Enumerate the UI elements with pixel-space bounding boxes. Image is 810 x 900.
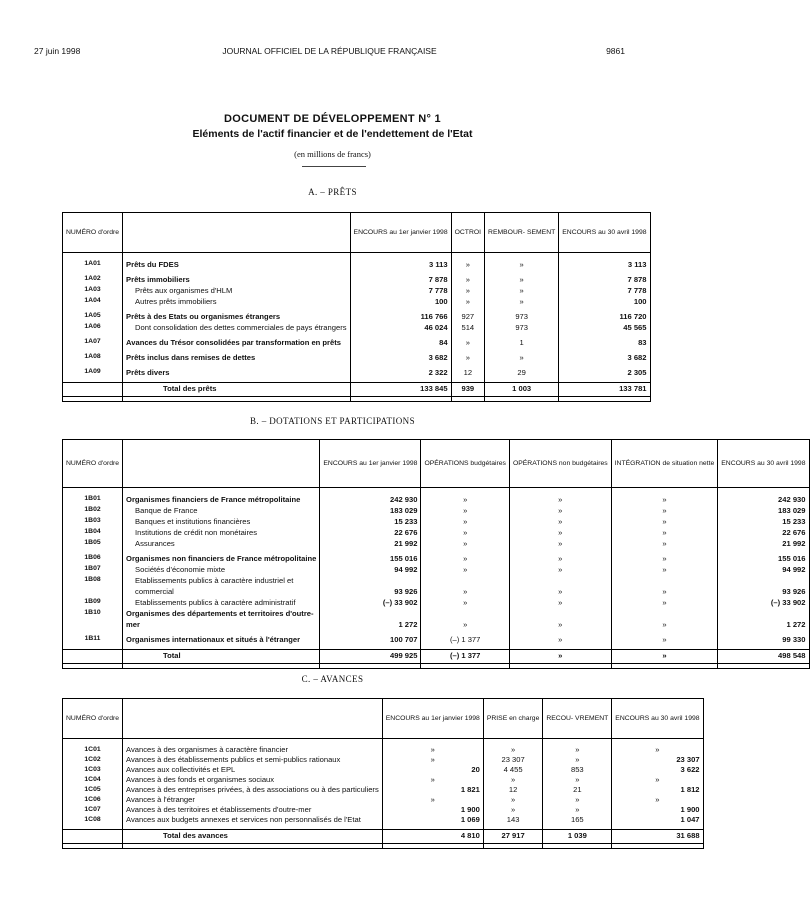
row-number: 1C04 bbox=[63, 775, 123, 785]
column-header bbox=[123, 440, 320, 488]
cell-value bbox=[509, 608, 611, 619]
row-label: mer bbox=[123, 619, 320, 630]
row-label: Avances du Trésor consolidées par transformation en prêts bbox=[123, 337, 350, 348]
header-page-number: 9861 bbox=[606, 46, 625, 56]
cell-value: » bbox=[485, 274, 559, 285]
cell-value: » bbox=[485, 352, 559, 363]
cell-value: » bbox=[421, 564, 509, 575]
cell-value: » bbox=[611, 634, 718, 645]
total-value: » bbox=[611, 649, 718, 663]
row-label: Autres prêts immobiliers bbox=[123, 296, 350, 307]
cell-value: 155 016 bbox=[320, 553, 421, 564]
cell-value: » bbox=[611, 564, 718, 575]
cell-value: » bbox=[612, 745, 703, 755]
row-number: 1B04 bbox=[63, 527, 123, 538]
row-label: Assurances bbox=[123, 538, 320, 549]
row-label: Organismes non financiers de France métropolitaine bbox=[123, 553, 320, 564]
cell-value: » bbox=[611, 553, 718, 564]
cell-value: 7 778 bbox=[559, 285, 650, 296]
cell-value: » bbox=[421, 586, 509, 597]
cell-value: 1 bbox=[485, 337, 559, 348]
row-label: Prêts immobiliers bbox=[123, 274, 350, 285]
cell-value bbox=[421, 608, 509, 619]
cell-value: 15 233 bbox=[320, 516, 421, 527]
cell-value: » bbox=[382, 795, 483, 805]
dotations-table bbox=[62, 439, 810, 669]
cell-value: » bbox=[451, 285, 484, 296]
cell-value: » bbox=[611, 586, 718, 597]
table-row bbox=[63, 527, 810, 538]
row-label: Avances à des organismes à caractère financier bbox=[123, 745, 383, 755]
cell-value: 183 029 bbox=[320, 505, 421, 516]
cell-value: » bbox=[382, 775, 483, 785]
table-row bbox=[63, 352, 651, 363]
cell-value: » bbox=[421, 516, 509, 527]
cell-value: 23 307 bbox=[612, 755, 703, 765]
total-value: 1 039 bbox=[543, 829, 612, 843]
avances-table bbox=[62, 698, 704, 849]
row-number: 1A02 bbox=[63, 274, 123, 285]
total-value: » bbox=[509, 649, 611, 663]
cell-value: 46 024 bbox=[350, 322, 451, 333]
row-number: 1B02 bbox=[63, 505, 123, 516]
cell-value: 1 047 bbox=[612, 815, 703, 825]
cell-value bbox=[509, 575, 611, 586]
cell-value bbox=[718, 608, 809, 619]
cell-value: 21 bbox=[543, 785, 612, 795]
cell-value: 2 305 bbox=[559, 367, 650, 378]
column-header: REMBOUR- SEMENT bbox=[485, 213, 559, 253]
table-row bbox=[63, 538, 810, 549]
total-value: 133 845 bbox=[350, 382, 451, 396]
cell-value: 927 bbox=[451, 311, 484, 322]
total-row bbox=[63, 649, 810, 663]
column-header: INTÉGRATION de situation nette bbox=[611, 440, 718, 488]
cell-value: 23 307 bbox=[483, 755, 543, 765]
cell-value: 1 900 bbox=[612, 805, 703, 815]
cell-value: 1 900 bbox=[382, 805, 483, 815]
row-label: Avances à des territoires et établissements d'outre-mer bbox=[123, 805, 383, 815]
end-row bbox=[63, 843, 704, 848]
column-header bbox=[123, 213, 350, 253]
table-row bbox=[63, 516, 810, 527]
column-header: NUMÉRO d'ordre bbox=[63, 699, 123, 739]
cell-value: » bbox=[483, 745, 543, 755]
table-row bbox=[63, 795, 704, 805]
cell-value: 1 821 bbox=[382, 785, 483, 795]
cell-value: » bbox=[485, 259, 559, 270]
total-value: 498 548 bbox=[718, 649, 809, 663]
table-row bbox=[63, 575, 810, 586]
column-header bbox=[123, 699, 383, 739]
row-number: 1A01 bbox=[63, 259, 123, 270]
row-number: 1C08 bbox=[63, 815, 123, 825]
row-label: Avances à des entreprises privées, à des associations ou à des particuliers bbox=[123, 785, 383, 795]
cell-value: 22 676 bbox=[320, 527, 421, 538]
cell-value: » bbox=[543, 795, 612, 805]
document-title: DOCUMENT DE DÉVELOPPEMENT N° 1 bbox=[224, 113, 441, 125]
cell-value: » bbox=[611, 619, 718, 630]
cell-value: 853 bbox=[543, 765, 612, 775]
cell-value: » bbox=[509, 564, 611, 575]
cell-value: » bbox=[421, 494, 509, 505]
column-header: RECOU- VREMENT bbox=[543, 699, 612, 739]
section-c-title: C. – AVANCES bbox=[301, 674, 364, 684]
cell-value: » bbox=[421, 505, 509, 516]
row-number: 1A05 bbox=[63, 311, 123, 322]
end-row bbox=[63, 396, 651, 401]
row-number: 1B05 bbox=[63, 538, 123, 549]
cell-value: (–) 1 377 bbox=[421, 634, 509, 645]
cell-value: 242 930 bbox=[718, 494, 809, 505]
table-row bbox=[63, 815, 704, 825]
cell-value bbox=[421, 575, 509, 586]
cell-value: » bbox=[421, 619, 509, 630]
total-value: 4 810 bbox=[382, 829, 483, 843]
row-label: Prêts à des Etats ou organismes étrangers bbox=[123, 311, 350, 322]
total-row bbox=[63, 382, 651, 396]
cell-value: 3 113 bbox=[559, 259, 650, 270]
cell-value: 116 766 bbox=[350, 311, 451, 322]
cell-value: 1 812 bbox=[612, 785, 703, 795]
cell-value: 116 720 bbox=[559, 311, 650, 322]
cell-value: » bbox=[611, 538, 718, 549]
row-number: 1C06 bbox=[63, 795, 123, 805]
cell-value: » bbox=[485, 285, 559, 296]
row-label: Banque de France bbox=[123, 505, 320, 516]
total-label: Total bbox=[123, 649, 320, 663]
cell-value: 155 016 bbox=[718, 553, 809, 564]
row-label: Prêts aux organismes d'HLM bbox=[123, 285, 350, 296]
table-row bbox=[63, 619, 810, 630]
row-number: 1C02 bbox=[63, 755, 123, 765]
cell-value: » bbox=[421, 553, 509, 564]
row-number: 1B06 bbox=[63, 553, 123, 564]
row-label: Dont consolidation des dettes commerciales de pays étrangers bbox=[123, 322, 350, 333]
cell-value: » bbox=[612, 795, 703, 805]
cell-value: » bbox=[509, 516, 611, 527]
row-number: 1C01 bbox=[63, 745, 123, 755]
total-number-cell bbox=[63, 382, 123, 396]
cell-value: 4 455 bbox=[483, 765, 543, 775]
table-header-row bbox=[63, 213, 651, 253]
row-number: 1C05 bbox=[63, 785, 123, 795]
column-header: OPÉRATIONS budgétaires bbox=[421, 440, 509, 488]
title-divider bbox=[302, 166, 366, 167]
table-row bbox=[63, 285, 651, 296]
cell-value: » bbox=[483, 775, 543, 785]
cell-value: 3 682 bbox=[350, 352, 451, 363]
table-header-row bbox=[63, 699, 704, 739]
cell-value: » bbox=[451, 352, 484, 363]
cell-value: » bbox=[509, 619, 611, 630]
cell-value: 100 bbox=[350, 296, 451, 307]
total-value: 939 bbox=[451, 382, 484, 396]
column-header: OPÉRATIONS non budgétaires bbox=[509, 440, 611, 488]
row-number: 1B01 bbox=[63, 494, 123, 505]
table-row bbox=[63, 505, 810, 516]
cell-value: 2 322 bbox=[350, 367, 451, 378]
row-number: 1B10 bbox=[63, 608, 123, 619]
row-label: commercial bbox=[123, 586, 320, 597]
cell-value: » bbox=[382, 745, 483, 755]
cell-value: » bbox=[543, 775, 612, 785]
cell-value: 514 bbox=[451, 322, 484, 333]
cell-value: » bbox=[509, 597, 611, 608]
row-label: Avances aux collectivités et EPL bbox=[123, 765, 383, 775]
cell-value: » bbox=[611, 516, 718, 527]
cell-value: » bbox=[451, 296, 484, 307]
row-label: Organismes financiers de France métropolitaine bbox=[123, 494, 320, 505]
cell-value: » bbox=[382, 755, 483, 765]
cell-value: 45 565 bbox=[559, 322, 650, 333]
row-label: Etablissements publics à caractère industriel et bbox=[123, 575, 320, 586]
row-label: Avances à des établissements publics et semi-publics rationaux bbox=[123, 755, 383, 765]
table-row bbox=[63, 785, 704, 795]
cell-value: 12 bbox=[451, 367, 484, 378]
table-row bbox=[63, 259, 651, 270]
end-row bbox=[63, 663, 810, 668]
cell-value: 21 992 bbox=[718, 538, 809, 549]
row-number bbox=[63, 619, 123, 630]
cell-value: » bbox=[421, 527, 509, 538]
column-header: ENCOURS au 30 avril 1998 bbox=[718, 440, 809, 488]
row-label: Institutions de crédit non monétaires bbox=[123, 527, 320, 538]
cell-value: » bbox=[509, 527, 611, 538]
cell-value bbox=[718, 575, 809, 586]
cell-value: » bbox=[509, 494, 611, 505]
cell-value: 7 778 bbox=[350, 285, 451, 296]
row-label: Banques et institutions financières bbox=[123, 516, 320, 527]
total-label: Total des avances bbox=[123, 829, 383, 843]
cell-value: 94 992 bbox=[718, 564, 809, 575]
table-row bbox=[63, 337, 651, 348]
cell-value: » bbox=[451, 274, 484, 285]
row-label: Prêts du FDES bbox=[123, 259, 350, 270]
cell-value: » bbox=[543, 805, 612, 815]
cell-value: 83 bbox=[559, 337, 650, 348]
row-label: Prêts divers bbox=[123, 367, 350, 378]
table-row bbox=[63, 634, 810, 645]
cell-value: (–) 33 902 bbox=[718, 597, 809, 608]
table-row bbox=[63, 765, 704, 775]
total-value: 133 781 bbox=[559, 382, 650, 396]
cell-value: » bbox=[451, 259, 484, 270]
cell-value: 1 272 bbox=[718, 619, 809, 630]
row-label: Organismes internationaux et situés à l'étranger bbox=[123, 634, 320, 645]
column-header: PRISE en charge bbox=[483, 699, 543, 739]
cell-value: 973 bbox=[485, 311, 559, 322]
table-row bbox=[63, 597, 810, 608]
table-row bbox=[63, 274, 651, 285]
table-row bbox=[63, 564, 810, 575]
column-header: ENCOURS au 1er janvier 1998 bbox=[320, 440, 421, 488]
row-number: 1A09 bbox=[63, 367, 123, 378]
header-journal: JOURNAL OFFICIEL DE LA RÉPUBLIQUE FRANÇAISE bbox=[222, 46, 437, 56]
cell-value: 15 233 bbox=[718, 516, 809, 527]
table-row bbox=[63, 586, 810, 597]
cell-value: 21 992 bbox=[320, 538, 421, 549]
cell-value: 100 707 bbox=[320, 634, 421, 645]
table-row bbox=[63, 296, 651, 307]
total-number-cell bbox=[63, 649, 123, 663]
column-header: ENCOURS au 30 avril 1998 bbox=[612, 699, 703, 739]
cell-value: » bbox=[543, 755, 612, 765]
total-label: Total des prêts bbox=[123, 382, 350, 396]
unit-note: (en millions de francs) bbox=[294, 149, 371, 159]
cell-value: » bbox=[509, 634, 611, 645]
row-label: Prêts inclus dans remises de dettes bbox=[123, 352, 350, 363]
total-value: (–) 1 377 bbox=[421, 649, 509, 663]
document-subtitle: Eléments de l'actif financier et de l'endettement de l'Etat bbox=[192, 128, 473, 140]
table-row bbox=[63, 755, 704, 765]
cell-value bbox=[611, 608, 718, 619]
row-label: Organismes des départements et territoires d'outre- bbox=[123, 608, 320, 619]
total-value: 27 917 bbox=[483, 829, 543, 843]
row-number: 1A03 bbox=[63, 285, 123, 296]
column-header: NUMÉRO d'ordre bbox=[63, 440, 123, 488]
table-row bbox=[63, 805, 704, 815]
row-number: 1C07 bbox=[63, 805, 123, 815]
row-label: Avances à l'étranger bbox=[123, 795, 383, 805]
table-row bbox=[63, 745, 704, 755]
row-number: 1B08 bbox=[63, 575, 123, 586]
column-header: OCTROI bbox=[451, 213, 484, 253]
cell-value: 84 bbox=[350, 337, 451, 348]
cell-value: 100 bbox=[559, 296, 650, 307]
cell-value: » bbox=[421, 597, 509, 608]
cell-value: 3 622 bbox=[612, 765, 703, 775]
cell-value: 143 bbox=[483, 815, 543, 825]
cell-value: » bbox=[483, 795, 543, 805]
cell-value: 94 992 bbox=[320, 564, 421, 575]
cell-value: 93 926 bbox=[320, 586, 421, 597]
row-number: 1A08 bbox=[63, 352, 123, 363]
table-row bbox=[63, 322, 651, 333]
cell-value: 3 682 bbox=[559, 352, 650, 363]
column-header: NUMÉRO d'ordre bbox=[63, 213, 123, 253]
row-number: 1C03 bbox=[63, 765, 123, 775]
cell-value: » bbox=[485, 296, 559, 307]
cell-value: » bbox=[509, 553, 611, 564]
cell-value: » bbox=[612, 775, 703, 785]
cell-value: 7 878 bbox=[559, 274, 650, 285]
cell-value: 93 926 bbox=[718, 586, 809, 597]
table-row bbox=[63, 494, 810, 505]
cell-value: » bbox=[509, 505, 611, 516]
total-value: 1 003 bbox=[485, 382, 559, 396]
row-label: Sociétés d'économie mixte bbox=[123, 564, 320, 575]
cell-value: 183 029 bbox=[718, 505, 809, 516]
cell-value: 242 930 bbox=[320, 494, 421, 505]
cell-value: 22 676 bbox=[718, 527, 809, 538]
cell-value: » bbox=[543, 745, 612, 755]
cell-value bbox=[320, 608, 421, 619]
cell-value: » bbox=[509, 538, 611, 549]
row-number: 1B11 bbox=[63, 634, 123, 645]
cell-value: » bbox=[483, 805, 543, 815]
column-header: ENCOURS au 1er janvier 1998 bbox=[350, 213, 451, 253]
cell-value: » bbox=[611, 494, 718, 505]
cell-value: (–) 33 902 bbox=[320, 597, 421, 608]
cell-value: 20 bbox=[382, 765, 483, 775]
cell-value: 29 bbox=[485, 367, 559, 378]
row-label: Avances à des fonds et organismes sociaux bbox=[123, 775, 383, 785]
cell-value: 7 878 bbox=[350, 274, 451, 285]
row-number: 1A04 bbox=[63, 296, 123, 307]
cell-value: 12 bbox=[483, 785, 543, 795]
cell-value: 165 bbox=[543, 815, 612, 825]
table-row bbox=[63, 311, 651, 322]
prets-table bbox=[62, 212, 651, 402]
header-date: 27 juin 1998 bbox=[34, 46, 81, 56]
section-a-title: A. – PRÊTS bbox=[308, 187, 357, 197]
cell-value bbox=[611, 575, 718, 586]
total-value: 31 688 bbox=[612, 829, 703, 843]
cell-value: 99 330 bbox=[718, 634, 809, 645]
row-number bbox=[63, 586, 123, 597]
total-value: 499 925 bbox=[320, 649, 421, 663]
total-row bbox=[63, 829, 704, 843]
cell-value: » bbox=[451, 337, 484, 348]
total-number-cell bbox=[63, 829, 123, 843]
row-number: 1B07 bbox=[63, 564, 123, 575]
cell-value: » bbox=[611, 505, 718, 516]
cell-value: » bbox=[421, 538, 509, 549]
row-number: 1A06 bbox=[63, 322, 123, 333]
cell-value bbox=[320, 575, 421, 586]
table-row bbox=[63, 775, 704, 785]
table-header-row bbox=[63, 440, 810, 488]
row-label: Avances aux budgets annexes et services non personnalisés de l'Etat bbox=[123, 815, 383, 825]
cell-value: » bbox=[509, 586, 611, 597]
table-row bbox=[63, 553, 810, 564]
column-header: ENCOURS au 30 avril 1998 bbox=[559, 213, 650, 253]
row-number: 1B09 bbox=[63, 597, 123, 608]
section-b-title: B. – DOTATIONS ET PARTICIPATIONS bbox=[250, 416, 415, 426]
row-label: Etablissements publics à caractère administratif bbox=[123, 597, 320, 608]
row-number: 1B03 bbox=[63, 516, 123, 527]
page-header bbox=[34, 46, 625, 58]
cell-value: 1 272 bbox=[320, 619, 421, 630]
cell-value: 3 113 bbox=[350, 259, 451, 270]
cell-value: 973 bbox=[485, 322, 559, 333]
table-row bbox=[63, 367, 651, 378]
cell-value: » bbox=[611, 527, 718, 538]
row-number: 1A07 bbox=[63, 337, 123, 348]
table-row bbox=[63, 608, 810, 619]
cell-value: » bbox=[611, 597, 718, 608]
cell-value: 1 069 bbox=[382, 815, 483, 825]
column-header: ENCOURS au 1er janvier 1998 bbox=[382, 699, 483, 739]
